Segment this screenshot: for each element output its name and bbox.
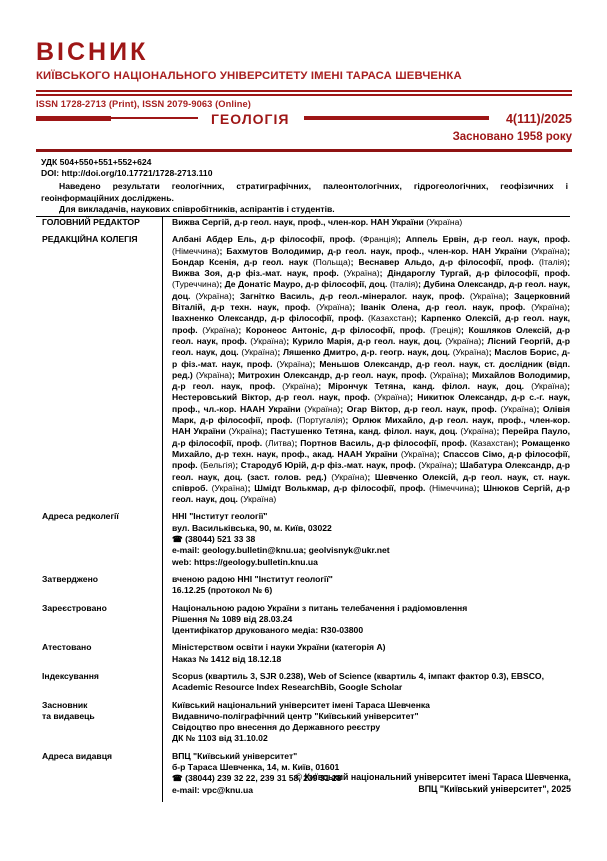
board-member-name: Портнов Василь, д-р філософії, проф.: [300, 437, 470, 448]
board-member-country: (Італія): [389, 279, 419, 290]
editor-in-chief-country: (Україна): [426, 217, 463, 227]
board-member-separator: ;: [460, 324, 469, 335]
board-member-name: Шабатура Олександр, д-р геол. наук, доц. (заст. голов. ред.): [172, 460, 571, 482]
board-member-name: Олівія Марк, д-р філософії, проф.: [172, 403, 571, 426]
row-value-line: web: https://geology.bulletin.knu.ua: [172, 556, 318, 567]
board-member-name: Шнюков Сергій, д-р геол. наук, доц.: [172, 482, 570, 505]
row-label: [36, 700, 163, 745]
board-member-country: (Німеччина): [172, 245, 220, 256]
board-member-country: (Франція): [359, 234, 399, 245]
row-value-line: Національною радою України з питань телебачення і радіомовлення: [172, 602, 468, 613]
board-member-country: (Україна): [452, 347, 489, 358]
board-member-country: (Україна): [195, 290, 232, 301]
board-member-separator: ;: [379, 268, 388, 279]
row-label: [36, 511, 163, 567]
board-member-separator: ;: [312, 358, 320, 369]
board-member-country: (Україна): [445, 335, 482, 346]
board-member-name: Пастушенко Тетяна, канд. філол. наук, доц.: [270, 426, 461, 437]
masthead: [36, 40, 572, 82]
board-member-name: Бахмутов Володимир, д-р геол. наук, проф., член-кор. НАН України: [226, 245, 532, 256]
board-member-country: (Литва): [265, 437, 295, 448]
doi-code: DOI: http://doi.org/10.17721/1728-2713.110: [41, 168, 213, 179]
row-label: РЕДАКЦІЙНА КОЛЕГІЯ: [42, 234, 138, 245]
row-value-line: ☎ (38044) 239 32 22, 239 31 58, 239 31 28: [172, 773, 342, 784]
row-value-line: e-mail: geology.bulletin@knu.ua; geolvisnyk@ukr.net: [172, 545, 390, 556]
board-member-separator: ;: [567, 245, 571, 256]
board-member-name: Шевченко Олексій, д-р геол. наук, ст. наук. співроб.: [172, 471, 571, 493]
board-member-country: (Україна): [343, 268, 380, 279]
board-member-separator: ;: [219, 245, 227, 256]
board-member-name: Меньшов Олександр, д-р геол. наук, ст. дослідник (відп. ред.): [172, 358, 570, 380]
row-value-line: ВПЦ "Київський університет": [172, 750, 298, 761]
board-member-separator: ;: [231, 369, 238, 380]
board-member-separator: ;: [536, 403, 543, 414]
board-member-country: (Україна): [282, 381, 319, 392]
board-member-separator: ;: [496, 426, 503, 437]
row-label-line: Адреса видавця: [42, 750, 113, 761]
row-value-line: вченою радою ННІ "Інститут геології": [172, 573, 333, 584]
row-value-line: Міністерством освіти і науки України (категорія А): [172, 642, 386, 653]
board-member-name: Карпенко Олексій, д-р геол. наук, проф.: [172, 313, 571, 335]
row-label-line: Затверджено: [42, 573, 99, 584]
board-member-name: Орлюк Михайло, д-р геол. наук, проф., член-кор. НАН України: [172, 415, 571, 437]
copyright-line-2: ВПЦ "Київський університет", 2025: [418, 784, 571, 794]
table-row: [36, 603, 570, 637]
table-row: [36, 574, 570, 597]
founded-year: Засновано 1958 року: [452, 131, 572, 143]
board-member-country: (Україна): [469, 290, 506, 301]
board-member-separator: ;: [414, 313, 422, 324]
table-row: [36, 511, 570, 567]
board-member-separator: ;: [367, 471, 375, 482]
abstract-block: [41, 181, 568, 216]
board-member-separator: ;: [515, 437, 522, 448]
board-member-country: (Україна): [460, 426, 497, 437]
row-value: [163, 217, 571, 228]
copyright-line-1: © Київський національний університет імені Тараса Шевченка,: [295, 772, 571, 782]
row-label-line: Атестовано: [42, 642, 92, 653]
university-name: КИЇВСЬКОГО НАЦІОНАЛЬНОГО УНІВЕРСИТЕТУ ІМЕНІ ТАРАСА ШЕВЧЕНКА: [36, 70, 462, 82]
row-value: [163, 603, 571, 637]
board-member-separator: ;: [286, 335, 293, 346]
row-value: [163, 700, 571, 745]
table-row-editor-in-chief: [36, 217, 570, 228]
board-member-separator: ;: [488, 347, 495, 358]
board-member-separator: ;: [235, 460, 241, 471]
issn-line: ISSN 1728-2713 (Print), ISSN 2079-9063 (Online): [36, 99, 252, 109]
board-member-separator: ;: [231, 290, 240, 301]
board-member-name: Веснавер Альдо, д-р філософії, проф.: [358, 256, 539, 267]
rule-line-bottom: [36, 94, 572, 96]
row-value-line: Ідентифікатор друкованого медіа: R30-03800: [172, 625, 364, 636]
band-rule-thick-right: [304, 116, 489, 120]
board-member-separator: ;: [481, 335, 488, 346]
editor-in-chief-name: Вижва Сергій, д-р геол. наук, проф., член-кор. НАН України: [172, 217, 424, 227]
board-member-country: (Україна): [276, 358, 313, 369]
row-spacer: [36, 796, 570, 802]
row-label-line: та видавець: [42, 710, 95, 721]
row-value-line: Свідоцтво про внесення до Державного реєстру: [172, 722, 381, 733]
row-label: ГОЛОВНИЙ РЕДАКТОР: [42, 217, 140, 227]
board-member-name: Нестеровський Віктор, д-р геол. наук, проф.: [172, 392, 375, 403]
row-value-line: Видавничо-поліграфічний центр "Київський університет": [172, 710, 419, 721]
board-member-name: Перейра Пауло, д-р філософії, проф.: [172, 426, 571, 448]
editorial-board-members: [163, 234, 571, 505]
board-member-country: (Німеччина): [429, 482, 477, 493]
board-member-country: (Україна): [228, 426, 265, 437]
board-member-separator: ;: [567, 302, 570, 313]
board-member-separator: ;: [247, 482, 255, 493]
table-row: [36, 642, 570, 665]
row-value: [163, 671, 571, 694]
row-value-line: ДК № 1103 від 31.10.02: [172, 733, 268, 744]
board-member-name: Курило Марія, д-р геол. наук, доц.: [292, 335, 446, 346]
board-member-country: (Україна): [304, 403, 341, 414]
rule-line-top: [36, 90, 572, 92]
board-member-name: Стародуб Юрій, д-р фіз.-мат. наук, проф.: [240, 460, 419, 471]
row-value-line: вул. Васильківська, 90, м. Київ, 03022: [172, 522, 332, 533]
row-value-line: e-mail: vpc@knu.ua: [172, 784, 253, 795]
board-member-separator: ;: [454, 460, 460, 471]
board-member-name: Мірончук Тетяна, канд. філол. наук, доц.: [328, 381, 532, 392]
board-member-country: (Казахстан): [368, 313, 415, 324]
board-member-country: (Україна): [429, 369, 466, 380]
row-value-line: 16.12.25 (протокол № 6): [172, 585, 273, 596]
board-member-name: Спассов Сімо, д-р філософії, проф.: [172, 448, 570, 471]
board-member-country: (Україна): [195, 369, 232, 380]
row-value-line: б-р Тараса Шевченка, 14, м. Київ, 01601: [172, 762, 340, 773]
board-member-name: Аппель Ервін, д-р геол. наук, проф.: [405, 234, 571, 245]
board-member-name: Маслов Борис, д-р фіз.-мат. наук, проф.: [172, 347, 571, 369]
board-member-country: (Туреччина): [172, 279, 220, 290]
board-member-name: Никитюк Олександр, д-р с.-г. наук, проф., чл.-кор. НААН України: [172, 392, 570, 414]
board-member-separator: ;: [567, 256, 570, 267]
board-member-country: (Україна): [531, 302, 568, 313]
board-member-name: Зацерковний Віталій, д-р техн. наук, проф.: [172, 290, 571, 313]
issue-number: 4(111)/2025: [505, 112, 572, 126]
row-value: [163, 511, 571, 567]
row-label-line: Засновник: [42, 699, 88, 710]
row-label-line: Індексування: [42, 670, 99, 681]
board-member-separator: ;: [350, 256, 359, 267]
board-member-country: (Україна): [500, 403, 537, 414]
board-member-name: Коронеос Антоніс, д-р філософії, проф.: [245, 324, 430, 335]
board-member-separator: ;: [476, 482, 484, 493]
table-row-editorial-board: [36, 234, 570, 505]
row-label: [36, 574, 163, 597]
row-value-line: ННІ "Інститут геології": [172, 511, 268, 522]
journal-title: ВІСНИК: [36, 38, 149, 66]
board-member-name: Івахненко Олександр, д-р філософії, проф.: [172, 313, 369, 324]
masthead-bottom-rule: [36, 149, 572, 152]
row-value: [163, 642, 571, 665]
board-member-country: (Україна): [316, 302, 353, 313]
masthead-double-rule: [36, 90, 572, 96]
board-member-name: Ляшенко Дмитро, д-р. геогр. наук, доц.: [283, 347, 453, 358]
board-member-name: Михайлов Володимир, д-р геол. наук, проф.: [172, 369, 571, 392]
board-member-separator: ;: [398, 234, 406, 245]
board-member-separator: ;: [238, 324, 246, 335]
board-member-name: Іванік Олена, д-р геол. наук, проф.: [360, 302, 532, 313]
board-member-name: Вижва Зоя, д-р фіз.-мат. наук, проф.: [172, 268, 344, 279]
board-member-name: Шмідт Волькмар, д-р філософії, проф.: [254, 482, 430, 493]
row-label: [36, 751, 163, 796]
board-member-country: (Україна): [250, 335, 287, 346]
section-title: ГЕОЛОГІЯ: [211, 111, 290, 127]
table-row: [36, 671, 570, 694]
board-member-country: (Португалія): [296, 415, 346, 426]
udc-code: УДК 504+550+551+552+624: [41, 157, 152, 167]
row-value-line: Київський національний університет імені Тараса Шевченка: [172, 699, 430, 710]
board-member-country: (Бельгія): [200, 460, 236, 471]
board-member-separator: ;: [352, 302, 361, 313]
board-member-separator: ;: [505, 290, 515, 301]
board-member-country: (Казахстан): [469, 437, 516, 448]
board-member-name: Албані Абдер Ель, д-р філософії, проф.: [172, 234, 360, 245]
row-value-line: Рішення № 1089 від 28.03.24: [172, 613, 293, 624]
board-member-name: Ромащенко Михайло, д-р техн. наук, проф., акад. НААН України: [172, 437, 571, 459]
board-member-name: Загнітко Василь, д-р геол.-мінералог. наук, проф.: [239, 290, 470, 301]
row-label: [36, 603, 163, 637]
section-title-band: [36, 112, 572, 130]
board-member-country: (Україна): [531, 381, 568, 392]
board-member-name: Кошляков Олексій, д-р геол. наук, проф.: [172, 324, 571, 346]
board-member-country: (Греція): [430, 324, 461, 335]
board-member-country: (Україна): [240, 494, 277, 505]
board-member-country: (Україна): [374, 392, 411, 403]
copyright-block: [296, 771, 571, 795]
board-member-separator: ;: [567, 381, 570, 392]
board-member-name: Де Донатіс Мауро, д-р філософії, доц.: [224, 279, 390, 290]
board-member-separator: ;: [264, 426, 271, 437]
board-member-separator: ;: [277, 347, 284, 358]
board-member-country: (Україна): [202, 324, 239, 335]
board-member-separator: ;: [318, 381, 329, 392]
board-member-separator: ;: [418, 279, 424, 290]
board-member-country: (Італія): [538, 256, 568, 267]
board-member-separator: ;: [340, 403, 347, 414]
board-member-country: (Україна): [400, 448, 437, 459]
imprint-table: [36, 216, 570, 802]
row-value: [163, 574, 571, 597]
udc-doi-block: [41, 157, 212, 179]
row-value-line: Наказ № 1412 від 18.12.18: [172, 653, 282, 664]
board-member-separator: ;: [219, 279, 225, 290]
board-member-country: (Польща): [312, 256, 351, 267]
board-member-country: (Україна): [241, 347, 278, 358]
board-member-country: (Україна): [331, 471, 368, 482]
board-member-name: Лісний Георгій, д-р геол. наук, доц.: [172, 335, 570, 358]
board-member-name: Дубина Олександр, д-р геол. наук, доц.: [172, 279, 570, 301]
board-member-name: Огар Віктор, д-р геол. наук, проф.: [346, 403, 501, 414]
abstract-paragraph-1: Наведено результати геологічних, стратиграфічних, палеонтологічних, гідрогеологічних, геофізичних і геоінформаційних досліджень.: [41, 181, 568, 203]
row-value-line: ☎ (38044) 521 33 38: [172, 534, 256, 545]
board-member-name: Бондар Ксенія, д-р геол. наук: [172, 256, 313, 267]
board-member-country: (Україна): [418, 460, 455, 471]
abstract-paragraph-2: Для викладачів, наукових співробітників, аспірантів і студентів.: [59, 204, 335, 214]
board-member-separator: ;: [410, 392, 418, 403]
row-label-line: Зареєстровано: [42, 602, 107, 613]
board-member-country: (Україна): [531, 245, 568, 256]
row-label-line: Адреса редколегії: [42, 511, 119, 522]
board-member-country: (Україна): [211, 482, 248, 493]
board-member-separator: ;: [345, 415, 353, 426]
board-member-separator: ;: [294, 437, 301, 448]
board-member-separator: ;: [465, 369, 472, 380]
band-rule-thin-left: [36, 117, 198, 119]
row-value-line: Scopus (квартиль 3, SJR 0.238), Web of Science (квартиль 4, імпакт фактор 0.3), EBSCO, Academic Resource Index ResearchBib, Google Scholar: [172, 670, 544, 693]
board-member-separator: ;: [436, 448, 443, 459]
board-member-name: Діндароглу Тургай, д-р філософії, проф.: [387, 268, 571, 279]
row-label: [36, 642, 163, 665]
row-label: [36, 671, 163, 694]
board-member-name: Митрохин Олександр, д-р геол. наук, проф.: [237, 369, 430, 380]
table-row: [36, 700, 570, 745]
